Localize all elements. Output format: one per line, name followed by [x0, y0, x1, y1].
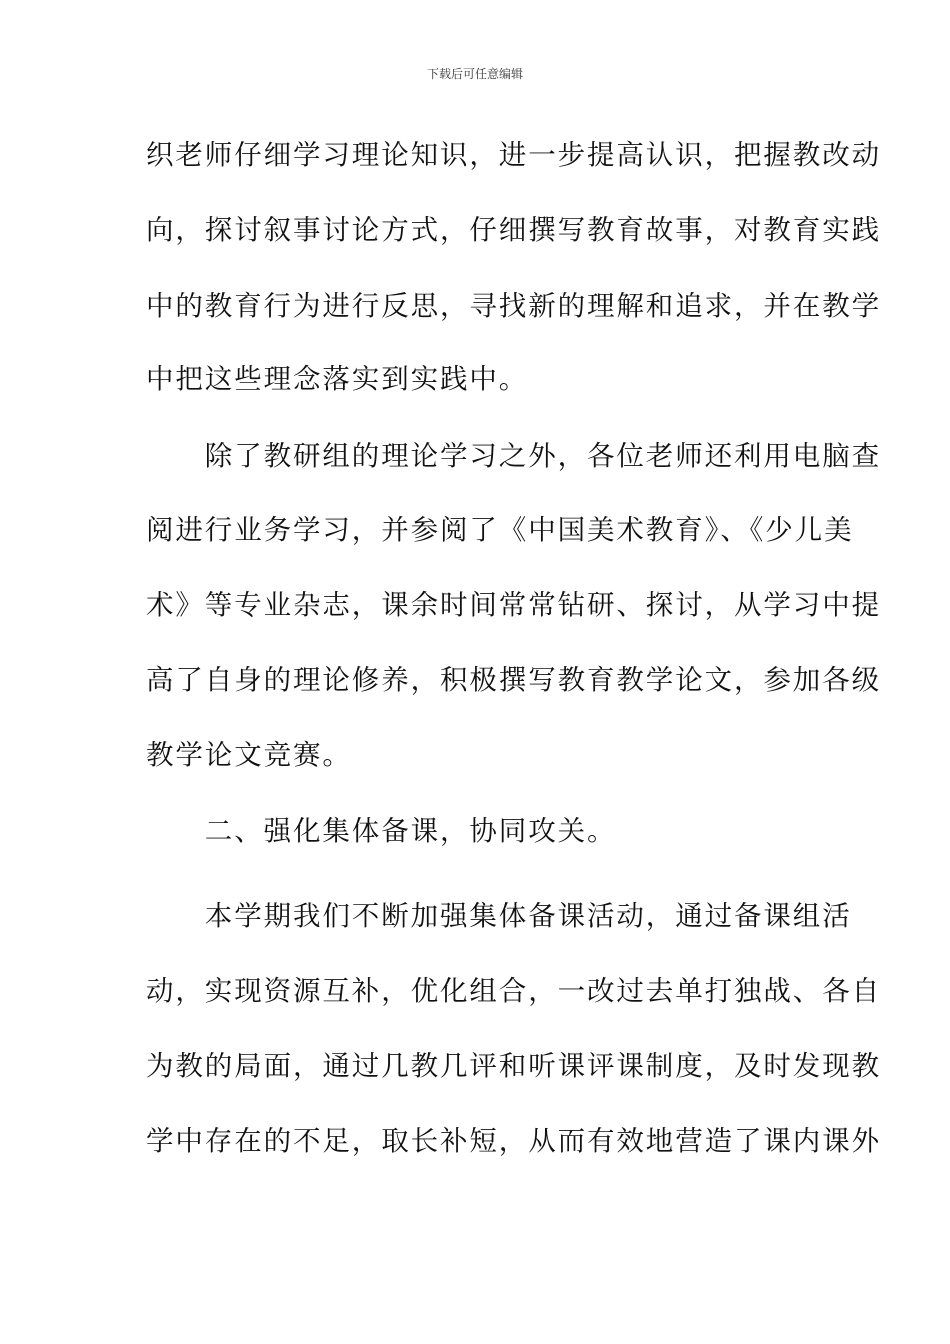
text-line: 织老师仔细学习理论知识，进一步提高认识，把握教改动 [146, 139, 881, 171]
header-note: 下载后可任意编辑 [426, 67, 523, 81]
text-line: 术》等专业杂志，课余时间常常钻研、探讨，从学习中提 [146, 589, 881, 621]
text-line: 学中存在的不足，取长补短，从而有效地营造了课内课外 [146, 1125, 881, 1157]
text-line: 教学论文竞赛。 [146, 739, 352, 771]
text-line: 高了自身的理论修养，积极撰写教育教学论文，参加各级 [146, 664, 881, 696]
text-line: 除了教研组的理论学习之外，各位老师还利用电脑查 [146, 440, 881, 472]
text-line: 中把这些理念落实到实践中。 [146, 363, 529, 395]
text-line: 阅进行业务学习，并参阅了《中国美术教育》、《少儿美 [146, 514, 854, 546]
text-line: 中的教育行为进行反思，寻找新的理解和追求，并在教学 [146, 290, 881, 322]
text-line: 本学期我们不断加强集体备课活动，通过备课组活 [146, 900, 852, 932]
text-line: 为教的局面，通过几教几评和听课评课制度，及时发现教 [146, 1050, 881, 1082]
text-line: 动，实现资源互补，优化组合，一改过去单打独战、各自 [146, 975, 881, 1007]
text-line: 向，探讨叙事讨论方式，仔细撰写教育故事，对教育实践 [146, 214, 881, 246]
section-heading: 二、强化集体备课，协同攻关。 [146, 815, 617, 847]
